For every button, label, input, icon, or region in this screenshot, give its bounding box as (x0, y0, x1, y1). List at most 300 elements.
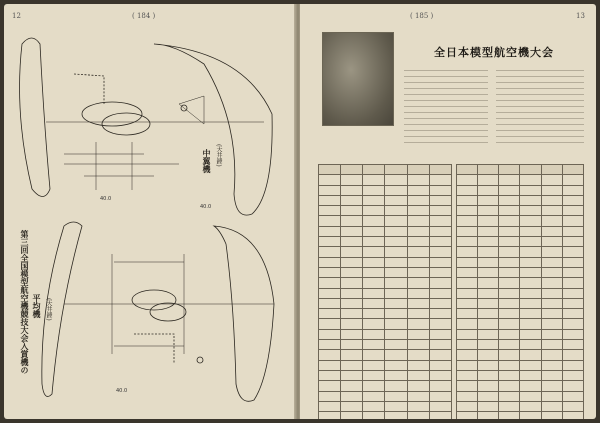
table-row (319, 257, 452, 267)
table-cell (341, 267, 363, 277)
table-cell (429, 257, 451, 267)
table-cell (319, 329, 341, 339)
table-cell (363, 216, 385, 226)
table-row (457, 401, 584, 411)
table-cell (363, 257, 385, 267)
table-cell (541, 237, 562, 247)
table-cell (499, 350, 520, 360)
page-header: ( 185 ) (410, 12, 434, 20)
table-cell (457, 237, 478, 247)
table-cell (341, 175, 363, 185)
table-cell (520, 278, 541, 288)
table-cell (385, 267, 407, 277)
table-cell (319, 226, 341, 236)
table-cell (385, 237, 407, 247)
table-cell (457, 319, 478, 329)
column-header (478, 165, 499, 175)
table-row (319, 226, 452, 236)
table-row (319, 185, 452, 195)
table-cell (562, 340, 583, 350)
table-cell (457, 195, 478, 205)
table-cell (385, 175, 407, 185)
table-cell (478, 226, 499, 236)
column-header (429, 165, 451, 175)
table-cell (562, 216, 583, 226)
table-cell (341, 257, 363, 267)
table-cell (520, 267, 541, 277)
table-cell (562, 298, 583, 308)
table-cell (562, 309, 583, 319)
page-number: 12 (12, 12, 21, 20)
table-cell (520, 381, 541, 391)
table-cell (407, 267, 429, 277)
table-cell (499, 206, 520, 216)
article-title: 全日本模型航空機大会 (434, 46, 554, 59)
table-cell (478, 206, 499, 216)
table-cell (478, 360, 499, 370)
table-cell (541, 267, 562, 277)
table-cell (407, 216, 429, 226)
table-cell (319, 340, 341, 350)
table-cell (457, 267, 478, 277)
table-cell (520, 257, 541, 267)
table-row (319, 195, 452, 205)
table-cell (478, 370, 499, 380)
table-cell (499, 237, 520, 247)
table-cell (499, 288, 520, 298)
table-cell (407, 329, 429, 339)
table-cell (407, 370, 429, 380)
table-row (457, 237, 584, 247)
table-cell (363, 237, 385, 247)
table-cell (429, 206, 451, 216)
table-cell (541, 185, 562, 195)
table-cell (499, 381, 520, 391)
table-row (457, 340, 584, 350)
table-cell (341, 195, 363, 205)
table-cell (562, 175, 583, 185)
table-cell (385, 360, 407, 370)
table-cell (429, 401, 451, 411)
table-cell (562, 267, 583, 277)
table-cell (457, 175, 478, 185)
column-header (499, 165, 520, 175)
top-aircraft-plan-drawing (20, 38, 273, 215)
table-cell (499, 195, 520, 205)
table-cell (429, 360, 451, 370)
table-row (319, 412, 452, 419)
table-cell (520, 237, 541, 247)
table-cell (319, 412, 341, 419)
table-cell (429, 350, 451, 360)
table-cell (478, 319, 499, 329)
table-cell (457, 370, 478, 380)
table-row (319, 216, 452, 226)
table-cell (319, 237, 341, 247)
page-number: 13 (576, 12, 585, 20)
table-cell (562, 195, 583, 205)
table-cell (429, 267, 451, 277)
table-cell (520, 360, 541, 370)
table-cell (407, 350, 429, 360)
table-row (319, 267, 452, 277)
table-cell (429, 237, 451, 247)
table-cell (319, 247, 341, 257)
table-cell (429, 329, 451, 339)
table-cell (478, 340, 499, 350)
table-cell (499, 216, 520, 226)
table-cell (341, 401, 363, 411)
table-cell (499, 319, 520, 329)
table-cell (385, 309, 407, 319)
table-cell (457, 350, 478, 360)
table-cell (407, 381, 429, 391)
table-row (457, 412, 584, 419)
table-row (457, 391, 584, 401)
table-cell (457, 329, 478, 339)
table-cell (457, 185, 478, 195)
table-row (319, 340, 452, 350)
table-cell (478, 267, 499, 277)
table-cell (499, 412, 520, 419)
table-row (319, 309, 452, 319)
table-cell (363, 226, 385, 236)
table-cell (319, 206, 341, 216)
table-cell (429, 340, 451, 350)
dimension-label: 40.0 (100, 196, 112, 202)
table-cell (520, 185, 541, 195)
table-cell (341, 216, 363, 226)
table-row (319, 401, 452, 411)
table-cell (385, 381, 407, 391)
table-row (457, 247, 584, 257)
table-cell (562, 401, 583, 411)
table-cell (319, 370, 341, 380)
vertical-section-title: 第三回全国模型航空機競技大会入賞機の (20, 230, 30, 374)
table-cell (341, 247, 363, 257)
column-header (319, 165, 341, 175)
table-cell (363, 175, 385, 185)
table-cell (341, 309, 363, 319)
table-cell (541, 391, 562, 401)
table-cell (363, 360, 385, 370)
table-cell (341, 360, 363, 370)
table-cell (363, 309, 385, 319)
table-cell (407, 226, 429, 236)
table-row (457, 267, 584, 277)
table-cell (385, 247, 407, 257)
table-cell (341, 412, 363, 419)
table-cell (562, 237, 583, 247)
table-row (319, 247, 452, 257)
table-cell (319, 381, 341, 391)
table-cell (499, 329, 520, 339)
table-cell (520, 206, 541, 216)
table-row (319, 319, 452, 329)
table-cell (429, 319, 451, 329)
table-cell (499, 340, 520, 350)
table-cell (520, 247, 541, 257)
table-cell (520, 175, 541, 185)
table-cell (541, 370, 562, 380)
table-cell (385, 206, 407, 216)
bottom-aircraft-plan-drawing (42, 222, 274, 401)
table-cell (407, 298, 429, 308)
table-cell (319, 288, 341, 298)
table-cell (341, 340, 363, 350)
table-row (319, 298, 452, 308)
table-cell (541, 381, 562, 391)
table-row (457, 370, 584, 380)
table-cell (385, 340, 407, 350)
table-cell (363, 370, 385, 380)
table-cell (499, 267, 520, 277)
table-row (319, 288, 452, 298)
table-cell (429, 247, 451, 257)
table-cell (457, 340, 478, 350)
left-page (4, 4, 296, 419)
table-cell (457, 278, 478, 288)
table-row (457, 298, 584, 308)
table-cell (499, 175, 520, 185)
table-cell (499, 309, 520, 319)
diagram-bottom-title: 平均機 (32, 294, 42, 318)
column-header (562, 165, 583, 175)
table-row (457, 319, 584, 329)
table-cell (407, 340, 429, 350)
results-table-right (456, 164, 584, 419)
column-header (541, 165, 562, 175)
aircraft-drawings (4, 4, 296, 419)
table-cell (541, 257, 562, 267)
table-cell (385, 298, 407, 308)
table-cell (541, 288, 562, 298)
table-cell (341, 381, 363, 391)
table-cell (478, 237, 499, 247)
table-cell (407, 360, 429, 370)
table-row (457, 360, 584, 370)
column-header (363, 165, 385, 175)
table-cell (407, 391, 429, 401)
table-row (319, 360, 452, 370)
table-cell (385, 370, 407, 380)
table-row (457, 278, 584, 288)
table-cell (562, 319, 583, 329)
table-cell (562, 257, 583, 267)
table-cell (363, 278, 385, 288)
table-cell (562, 226, 583, 236)
column-header (520, 165, 541, 175)
table-row (457, 288, 584, 298)
table-cell (541, 350, 562, 360)
table-cell (363, 288, 385, 298)
table-cell (363, 329, 385, 339)
table-cell (520, 288, 541, 298)
table-cell (541, 206, 562, 216)
table-cell (457, 257, 478, 267)
article-body-column-2 (496, 70, 584, 148)
right-page (300, 4, 596, 419)
table-cell (541, 412, 562, 419)
table-cell (478, 309, 499, 319)
table-cell (520, 401, 541, 411)
table-cell (407, 401, 429, 411)
table-cell (478, 288, 499, 298)
table-cell (541, 195, 562, 205)
table-cell (457, 298, 478, 308)
table-cell (541, 175, 562, 185)
table-row (457, 185, 584, 195)
table-cell (520, 329, 541, 339)
table-cell (562, 391, 583, 401)
table-cell (429, 226, 451, 236)
table-cell (562, 370, 583, 380)
table-cell (541, 216, 562, 226)
table-cell (319, 319, 341, 329)
table-cell (407, 195, 429, 205)
table-cell (520, 391, 541, 401)
table-cell (341, 185, 363, 195)
table-cell (541, 340, 562, 350)
table-cell (562, 206, 583, 216)
table-cell (541, 401, 562, 411)
table-cell (520, 350, 541, 360)
table-cell (319, 391, 341, 401)
table-cell (363, 267, 385, 277)
table-cell (407, 319, 429, 329)
table-cell (541, 247, 562, 257)
table-cell (457, 247, 478, 257)
table-cell (520, 298, 541, 308)
table-row (319, 391, 452, 401)
table-cell (541, 278, 562, 288)
table-cell (478, 175, 499, 185)
table-cell (478, 381, 499, 391)
diagram-top-title: 中翼機 (202, 149, 212, 173)
table-cell (520, 226, 541, 236)
article-body-column-1 (404, 70, 488, 148)
table-cell (457, 391, 478, 401)
table-cell (562, 329, 583, 339)
table-cell (319, 175, 341, 185)
table-cell (385, 350, 407, 360)
article-title-block (404, 32, 584, 62)
table-row (457, 350, 584, 360)
table-cell (385, 288, 407, 298)
table-cell (499, 370, 520, 380)
table-cell (499, 278, 520, 288)
table-cell (541, 329, 562, 339)
table-cell (520, 370, 541, 380)
page-header: ( 184 ) (132, 12, 156, 20)
table-cell (457, 216, 478, 226)
table-cell (319, 185, 341, 195)
table-cell (499, 257, 520, 267)
table-cell (429, 370, 451, 380)
column-header (407, 165, 429, 175)
table-cell (363, 185, 385, 195)
table-cell (562, 350, 583, 360)
dimension-label: 40.0 (116, 388, 128, 394)
table-cell (385, 401, 407, 411)
table-cell (319, 257, 341, 267)
table-cell (385, 216, 407, 226)
table-cell (363, 401, 385, 411)
table-cell (363, 298, 385, 308)
table-cell (520, 195, 541, 205)
table-cell (407, 206, 429, 216)
column-header (457, 165, 478, 175)
table-cell (562, 288, 583, 298)
diagram-bottom-subtitle: (天井錘) (45, 298, 52, 321)
dimension-label: 40.0 (200, 204, 212, 210)
article-photo (322, 32, 394, 126)
table-cell (385, 319, 407, 329)
table-cell (499, 391, 520, 401)
table-cell (478, 185, 499, 195)
table-row (457, 381, 584, 391)
table-cell (520, 216, 541, 226)
table-cell (478, 401, 499, 411)
table-cell (478, 329, 499, 339)
table-cell (341, 206, 363, 216)
table-cell (499, 247, 520, 257)
table-cell (363, 340, 385, 350)
table-cell (341, 391, 363, 401)
table-cell (429, 216, 451, 226)
table-cell (407, 257, 429, 267)
table-cell (478, 350, 499, 360)
table-cell (407, 247, 429, 257)
table-cell (341, 350, 363, 360)
table-cell (319, 401, 341, 411)
table-cell (499, 298, 520, 308)
table-cell (457, 288, 478, 298)
table-cell (407, 278, 429, 288)
table-row (319, 370, 452, 380)
diagram-top-subtitle: (天井錘) (215, 144, 222, 167)
table-cell (562, 247, 583, 257)
table-row (457, 329, 584, 339)
results-table-left (318, 164, 452, 419)
table-cell (520, 319, 541, 329)
table-cell (385, 412, 407, 419)
table-cell (341, 319, 363, 329)
table-row (457, 309, 584, 319)
table-cell (319, 298, 341, 308)
table-cell (385, 226, 407, 236)
table-cell (319, 267, 341, 277)
table-cell (541, 226, 562, 236)
table-cell (457, 309, 478, 319)
table-cell (407, 288, 429, 298)
table-cell (341, 288, 363, 298)
table-row (457, 226, 584, 236)
table-cell (541, 319, 562, 329)
table-cell (385, 257, 407, 267)
table-cell (541, 360, 562, 370)
table-cell (363, 195, 385, 205)
table-row (319, 278, 452, 288)
table-cell (520, 309, 541, 319)
column-header (341, 165, 363, 175)
table-cell (363, 381, 385, 391)
table-cell (562, 381, 583, 391)
table-cell (499, 226, 520, 236)
table-cell (429, 298, 451, 308)
table-row (319, 350, 452, 360)
table-cell (407, 309, 429, 319)
